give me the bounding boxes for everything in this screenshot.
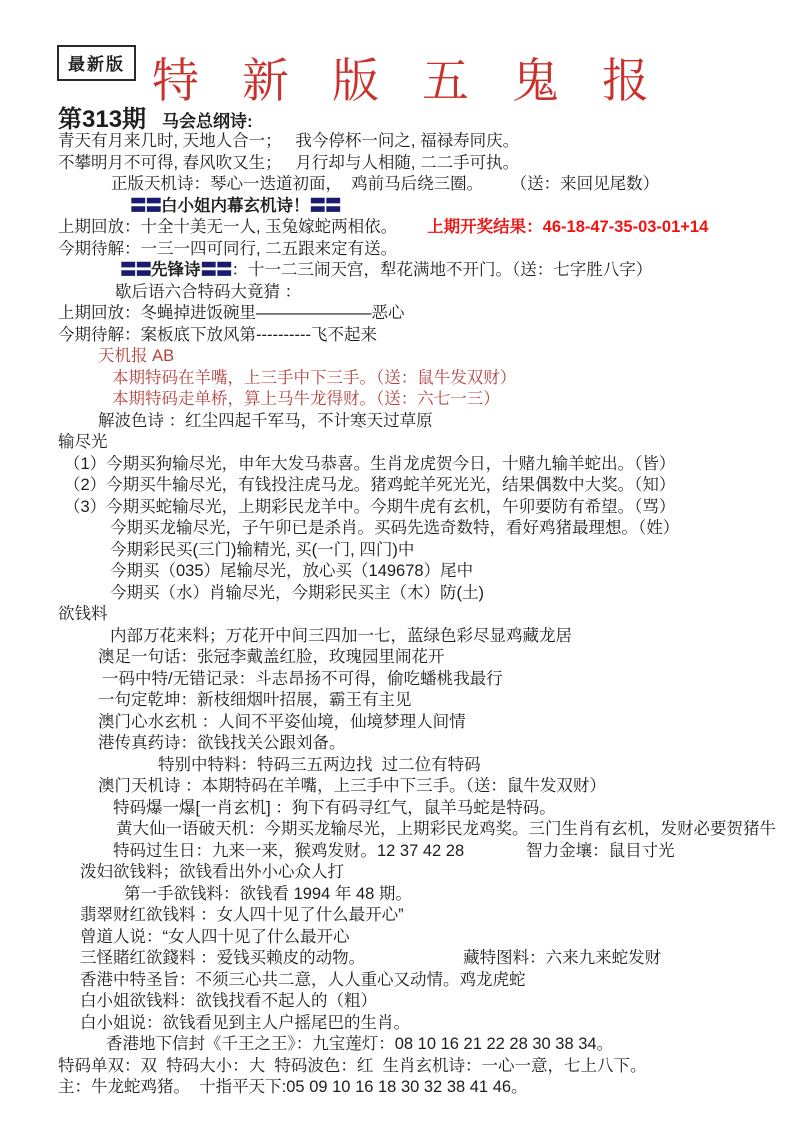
text-segment: 智力金壤：鼠目寸光 [526, 841, 675, 860]
text-line-37 [58, 905, 791, 927]
text-segment: 藏特图料：六来九来蛇发财 [463, 949, 662, 967]
text-line-25 [58, 647, 791, 669]
text-segment: 泼妇欲钱料；欲钱看出外小心众人打 [80, 863, 344, 881]
text-segment: 内部万花来料；万花开中间三四加一七，蓝绿色彩尽显鸡藏龙居 [110, 626, 572, 645]
text-segment: 白小姐说：欲钱看见到主人户摇尾巴的生肖。 [80, 1013, 410, 1032]
text-segment: 上期回放：冬蝇掉进饭碗里———————恶心 [58, 304, 405, 322]
text-line-24 [58, 626, 791, 648]
text-line-14 [58, 411, 791, 433]
text-segment: 香港中特圣旨：不须三心共二意，人人重心又动情。鸡龙虎蛇 [80, 970, 526, 989]
text-line-26 [58, 669, 791, 691]
text-segment: 先锋诗 [151, 261, 201, 279]
text-segment: 解波色诗 ：红尘四起千军马，不计寒天过草原 [98, 411, 433, 430]
text-line-42 [58, 1013, 791, 1035]
text-segment: 正版天机诗：琴心一迭道初面， 鸡前马后绕三圈。 （送：来回见尾数） [111, 175, 660, 193]
text-line-11 [58, 346, 791, 368]
text-segment: 香港地下信封《千王之王》：九宝莲灯：08 10 16 21 22 28 30 38 34。 [106, 1035, 614, 1053]
issue-heading [58, 99, 253, 134]
text-line-16 [58, 454, 791, 476]
text-segment: 特码单双：双 特码大小：大 特码波色：红 生肖玄机诗：一心一意，七上八下。 [58, 1056, 647, 1075]
issue-number: 第313期 [58, 106, 147, 133]
text-line-29 [58, 733, 791, 755]
text-segment: ：十一二三闹天宫，犁花满地不开门。（送：七字胜八字） [231, 261, 653, 279]
text-line-23 [58, 604, 791, 626]
text-segment: （3）今期买蛇输尽光，上期彩民龙羊中。今期牛虎有玄机，午卯要防有希望。（骂） [64, 497, 676, 516]
text-line-33 [58, 819, 791, 841]
bars-icon: 〓〓 [200, 261, 232, 279]
text-segment: （1）今期买狗输尽光，申年大发马恭喜。生肖龙虎贺今日，十赌九输羊蛇出。（皆） [64, 454, 676, 473]
text-line-2 [58, 153, 791, 175]
draw-result: 上期开奖结果：46-18-47-35-03-01+14 [427, 218, 709, 236]
text-line-13 [58, 389, 791, 411]
text-segment: （2）今期买牛输尽光，有钱投注虎马龙。猪鸡蛇羊死光光，结果偶数中大奖。（知） [64, 476, 676, 494]
text-segment: 特别中特料：特码三五两边找 过二位有特码 [158, 755, 481, 774]
text-line-30 [58, 755, 791, 777]
text-segment: 输尽光 [58, 433, 108, 451]
text-line-6 [58, 239, 791, 261]
text-segment: 主：牛龙蛇鸡猪。 十指平天下:05 09 10 16 18 30 32 38 41 46。 [58, 1078, 528, 1096]
text-line-34 [58, 841, 791, 863]
text-line-32 [58, 798, 791, 820]
latest-version-badge: 最新版 [57, 45, 136, 81]
text-segment: 黄大仙一语破天机：今期买龙输尽光，上期彩民龙鸡奖。三门生肖有玄机，发财必要贺猪牛 [116, 820, 776, 838]
text-segment: 白小姐欲钱料：欲钱找看不起人的（粗） [80, 992, 377, 1010]
text-segment: 特码爆一爆[一肖玄机] ：狗下有码寻红气，鼠羊马蛇是特码。 [113, 798, 556, 817]
text-line-9 [58, 303, 791, 325]
text-line-7 [58, 260, 791, 282]
text-segment: 歇后语六合特码大竟猜 ： [115, 282, 302, 301]
text-segment: 本期特码在羊嘴，上三手中下三手。（送：鼠牛发双财） [112, 368, 517, 387]
text-line-22 [58, 583, 791, 605]
text-segment: 港传真药诗：欲钱找关公跟刘备。 [98, 734, 346, 752]
text-line-28 [58, 712, 791, 734]
text-line-8 [58, 282, 791, 304]
body-text [58, 131, 791, 1099]
text-segment: 本期特码走单桥，算上马牛龙得财。（送：六七一三） [112, 390, 500, 408]
issue-subtitle: 马会总纲诗: [162, 112, 253, 131]
text-segment: 今期买（水）肖输尽光，今期彩民买主（木）防(土) [110, 583, 484, 602]
text-line-36 [58, 884, 791, 906]
text-line-44 [58, 1056, 791, 1078]
text-line-4 [58, 196, 791, 218]
text-line-41 [58, 991, 791, 1013]
text-line-5 [58, 217, 791, 239]
text-line-3 [58, 174, 791, 196]
text-segment: 翡翠财红欲钱料 ：女人四十见了什么最开心” [80, 906, 404, 924]
text-segment: 第一手欲钱料：欲钱看 1994 年 48 期。 [124, 884, 412, 903]
text-line-15 [58, 432, 791, 454]
text-segment: 今期彩民买(三门)输精光, 买(一门, 四门)中 [110, 540, 415, 559]
text-segment: 一句定乾坤：新枝细烟叶招展，霸王有主见 [98, 691, 412, 709]
text-line-20 [58, 540, 791, 562]
text-line-18 [58, 497, 791, 519]
text-segment: 白小姐内幕玄机诗！ [161, 196, 310, 215]
text-segment: 特码过生日：九来一来，猴鸡发财。12 37 42 28 [113, 841, 465, 860]
text-segment: 今期买（035）尾输尽光，放心买（149678）尾中 [110, 562, 474, 580]
text-segment: 澳门天机诗 ：本期特码在羊嘴，上三手中下三手。（送：鼠牛发双财） [98, 777, 606, 795]
page-title: 特新版五鬼报 [152, 56, 692, 108]
bars-icon: 〓〓 [309, 196, 341, 215]
text-line-27 [58, 690, 791, 712]
text-segment: 三怪賭红欲錢料 ：爱钱买赖皮的动物。 [80, 949, 366, 967]
text-segment: 今期待解：一三一四可同行, 二五跟来定有送。 [58, 239, 398, 258]
text-segment: 上期回放：十全十美无一人, 玉兔嫁蛇两相依。 [58, 218, 398, 236]
text-segment: 澳门心水玄机 ：人间不平姿仙境，仙境梦理人间情 [98, 712, 466, 731]
text-line-45 [58, 1077, 791, 1099]
text-segment: 今期买龙输尽光，子午卯已是杀肖。买码先选奇数特，看好鸡猪最理想。（姓） [110, 519, 680, 537]
text-segment: 不攀明月不可得, 春风吹又生； 月行却与人相随, 二二手可执。 [58, 153, 520, 172]
text-line-39 [58, 948, 791, 970]
text-line-19 [58, 518, 791, 540]
text-line-40 [58, 970, 791, 992]
text-line-12 [58, 368, 791, 390]
text-segment: 今期待解：案板底下放风第----------飞不起来 [58, 325, 377, 344]
text-line-17 [58, 475, 791, 497]
text-line-43 [58, 1034, 791, 1056]
text-line-31 [58, 776, 791, 798]
text-line-21 [58, 561, 791, 583]
bars-icon: 〓〓 [120, 261, 151, 279]
text-line-35 [58, 862, 791, 884]
text-line-38 [58, 927, 791, 949]
text-segment: 欲钱料 [58, 605, 108, 623]
tianji-report-ab: 天机报 AB [98, 347, 175, 365]
text-segment: 一码中特/无错记录：斗志昂扬不可得，偷吃蟠桃我最行 [102, 669, 503, 688]
text-line-10 [58, 325, 791, 347]
text-segment: 曾道人说：“女人四十见了什么最开心 [80, 927, 350, 946]
bars-icon: 〓〓 [130, 196, 161, 215]
text-segment: 澳足一句话：张冠李戴盖红脸，玫瑰园里闹花开 [98, 648, 445, 666]
text-line-1 [58, 131, 791, 153]
text-segment: 青天有月来几时, 天地人合一； 我今停杯一问之, 福禄寿同庆。 [58, 132, 520, 150]
